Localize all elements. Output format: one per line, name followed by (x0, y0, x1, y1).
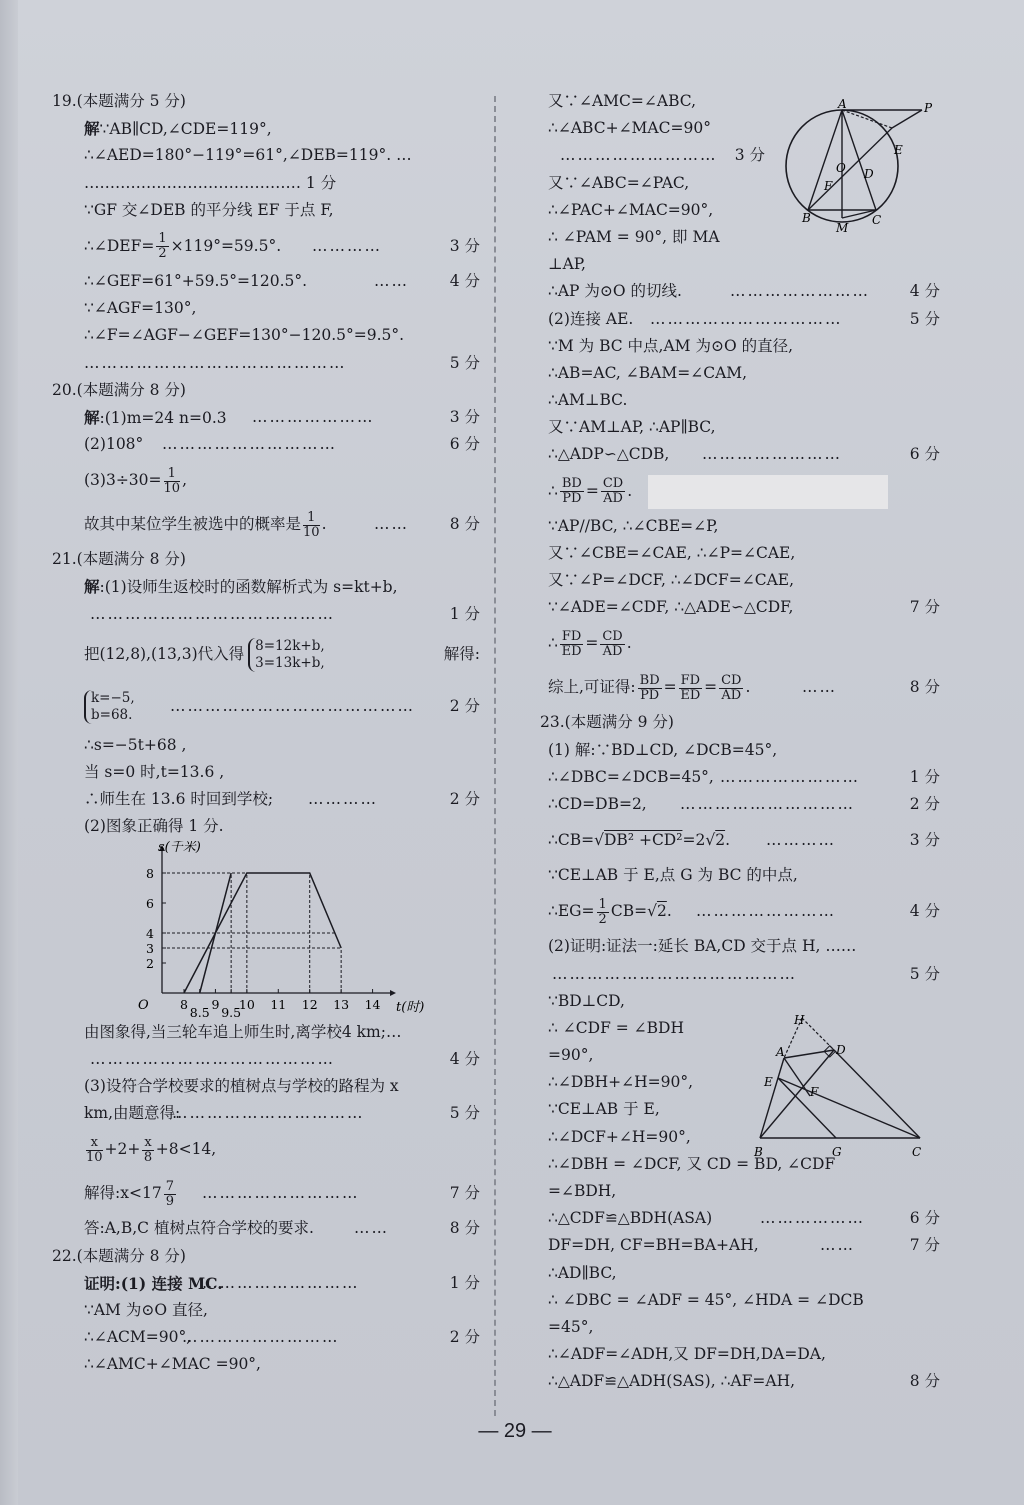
fraction: $\frac{1}{10}$ (303, 509, 320, 540)
binding-edge (0, 0, 18, 1505)
score: 1 分 (449, 604, 480, 623)
q21-line: km,由题意得: …………………………… 5 分 (52, 1100, 480, 1127)
leader-dots: …… (374, 515, 409, 534)
trapezoid-figure (748, 1008, 928, 1162)
label-m: M (836, 221, 849, 235)
q22-line: ∵AM 为⊙O 直径, (84, 1300, 208, 1319)
q19-line: ∴∠F=∠AGF−∠GEF=130°−120.5°=9.5°. (84, 326, 405, 345)
q22-line: ∴∠ABC+∠MAC=90° (548, 119, 711, 138)
segment-ab (808, 110, 842, 210)
q19-l1: ∵AB∥CD,∠CDE=119°, (99, 120, 272, 139)
fraction: $\frac{1}{10}$ (163, 465, 181, 496)
q23-line: =90°, (548, 1046, 594, 1065)
q20-line: (3)3÷30= $\frac{1}{10}$ , (84, 465, 187, 496)
leader-dots: …… (374, 271, 409, 290)
score: 4 分 (909, 902, 940, 921)
q22-line: 又∵∠P=∠DCF, ∴∠DCF=∠CAE, (548, 571, 795, 589)
q23-line: ∴∠DBC=∠DCB=45°, …………………… 1 分 (540, 764, 940, 791)
y-tick-label: 8 (146, 865, 154, 881)
q19-l4b: ×119°=59.5°. (170, 236, 282, 255)
score: 7 分 (449, 1184, 480, 1203)
q22-line: (2)连接 AE. …………………………… 5 分 (540, 306, 940, 333)
leader-dots: …………………………… (172, 1104, 365, 1123)
label-d: D (864, 167, 874, 181)
q21-title: 21.(本题满分 8 分) (52, 550, 186, 569)
score: 8 分 (449, 1219, 480, 1238)
q20-line: 解:(1)m=24 n=0.3 ………………… 3 分 (52, 404, 480, 431)
y-tick-label: 4 (146, 925, 154, 941)
x-tick-label: 8 (180, 996, 188, 1012)
q23-line: ∴△ADF≌△ADH(SAS), ∴AF=AH, 8 分 (540, 1368, 940, 1395)
y-tick-label: 2 (146, 955, 154, 971)
origin-label: O (138, 997, 149, 1013)
q19-l4a: ∴∠DEF= (84, 236, 155, 255)
q19-line: ∵∠AGF=130°, (84, 299, 197, 318)
segment-be (808, 128, 892, 210)
segment-dc (834, 1050, 920, 1138)
x-tick-label: 10 (238, 996, 255, 1012)
label-e: E (894, 143, 903, 157)
q22-line: ∴AM⊥BC. (548, 391, 628, 410)
q22-line: ∴AB=AC, ∠BAM=∠CAM, (548, 363, 748, 382)
q23-line: ∴∠DBH = ∠DCF, 又 CD = BD, ∠CDF (548, 1154, 836, 1173)
column-divider (494, 96, 496, 1416)
x-axis-arrow (390, 990, 396, 996)
q22-line: ∵∠ADE=∠CDF, ∴△ADE∽△CDF, 7 分 (540, 594, 940, 621)
circle-figure (780, 98, 940, 238)
q22-line: 又∵∠ABC=∠PAC, (548, 173, 690, 192)
y-axis-label: s(千米) (158, 840, 201, 855)
segment-pe (892, 110, 922, 128)
q21-line: 答:A,B,C 植树点符合学校的要求. …… 8 分 (52, 1215, 480, 1242)
q20-line: 故其中某位学生被选中的概率是 $\frac{1}{10}$ . …… 8 分 (52, 502, 480, 546)
q23-line: ∵CE⊥AB 于 E,点 G 为 BC 的中点, (548, 866, 798, 885)
leader-dots: …………………… (702, 445, 842, 464)
q19-line: ∴∠GEF=61°+59.5°=120.5°. …… 4 分 (52, 268, 480, 295)
x-tick-label: 8.5 (189, 1004, 210, 1019)
q22-line: 又∵∠CBE=∠CAE, ∴∠P=∠CAE, (548, 543, 796, 562)
leader-dots: …………………………………… (90, 604, 335, 623)
label-f: F (824, 179, 833, 193)
q22-line: ∴∠AMC+∠MAC =90°, (84, 1355, 261, 1374)
leader-dots: …………………………… (650, 309, 843, 328)
leader-dots: ……………………… (560, 146, 718, 165)
q22-title: 22.(本题满分 8 分) (52, 1246, 186, 1265)
label-c: C (872, 213, 882, 227)
score: 4 分 (909, 282, 940, 301)
q21-line: ∴师生在 13.6 时回到学校; ………… 2 分 (52, 786, 480, 813)
fraction-half: $\frac{1}{2}$ (158, 231, 167, 262)
q21-line: (3)设符合学校要求的植树点与学校的路程为 x (84, 1076, 399, 1095)
q21-line (52, 601, 480, 628)
equation-system: 8=12k+b, 3=13k+b, (248, 638, 325, 672)
score: 2 分 (909, 794, 940, 813)
q23-line: =45°, (548, 1317, 594, 1336)
x-tick-label: 9 (211, 996, 220, 1012)
score: 5 分 (909, 964, 940, 983)
q22-line: ∴∠PAC+∠MAC=90°, (548, 200, 714, 219)
score: 3 分 (909, 831, 940, 850)
q21-line: 解:(1)设师生返校时的函数解析式为 s=kt+b, (84, 577, 398, 597)
q23-line: ∴∠ADF=∠ADH,又 DF=DH,DA=DA, (548, 1345, 826, 1364)
distance-time-chart (52, 841, 480, 1019)
leader-dots: …………………………………… (170, 696, 415, 715)
leader-dots: …… (802, 678, 837, 697)
q22-line: ∴AP 为⊙O 的切线. …………………… 4 分 (540, 278, 940, 305)
score: 8 分 (909, 678, 940, 697)
q21-line: ∴s=−5t+68 , (84, 735, 187, 754)
right-column (540, 88, 940, 1396)
q23-line (540, 961, 940, 988)
leader-dots: ………… (766, 831, 836, 850)
q23-line: ∴∠DBH+∠H=90°, (548, 1073, 694, 1092)
label-d: D (836, 1043, 846, 1057)
score: 7 分 (909, 1236, 940, 1255)
chart-container (52, 841, 480, 1019)
q23-line: ∴△CDF≌△BDH(ASA) ……………… 6 分 (540, 1205, 940, 1232)
q22-line: ∴ $\frac{FD}{ED}$ = $\frac{CD}{AD}$ . (548, 628, 632, 659)
label-a: A (838, 98, 847, 111)
score: 8 分 (909, 1372, 940, 1391)
leader-dots: ………………………… (162, 435, 337, 454)
q19-line: …………………………………… 1 分 (84, 173, 337, 192)
redaction-box (648, 475, 888, 509)
segment-ae (842, 110, 892, 128)
x-tick-label: 13 (333, 996, 350, 1012)
q21-line: 把(12,8),(13,3)代入得 8=12k+b, 3=13k+b, 解得: (84, 637, 480, 671)
label-h: H (794, 1013, 805, 1027)
q20-title: 20.(本题满分 8 分) (52, 380, 186, 399)
page-number: — 29 — (478, 1420, 552, 1442)
score: 8 分 (449, 515, 480, 534)
score: 1 分 (909, 767, 940, 786)
fraction: $\frac{x}{10}$ (86, 1134, 103, 1165)
segment-ce (778, 1078, 920, 1138)
label-b: B (802, 211, 811, 225)
score: 6 分 (909, 445, 940, 464)
q22-line: ∴ ∠PAM = 90°, 即 MA (548, 227, 720, 246)
label-a: A (776, 1045, 785, 1059)
q22-line: ∴ $\frac{BD}{PD}$ = $\frac{CD}{AD}$ . (540, 469, 940, 513)
y-tick-label: 3 (146, 940, 154, 956)
leader-dots: ……………… (760, 1209, 865, 1228)
label-c: C (912, 1145, 922, 1159)
q22-line: 综上,可证得: $\frac{BD}{PD}$ = $\frac{FD}{ED}$ = $\frac{CD}{AD}$ . …… 8 分 (540, 665, 940, 709)
q19-line: ∴∠AED=180°−119°=61°,∠DEB=119°. … (84, 146, 412, 165)
leader-dots: …………………………………… (90, 1049, 335, 1068)
q22-line: ∴∠ACM=90°, ……………………… 2 分 (52, 1324, 480, 1351)
x-tick-label: 11 (270, 996, 287, 1012)
leader-dots: ………………… (252, 407, 375, 426)
label-f: F (810, 1085, 819, 1099)
leader-dots: …………………… (720, 767, 860, 786)
q21-line: $\frac{x}{10}$ +2+ $\frac{x}{8}$ +8<14, (86, 1134, 217, 1165)
segment-hd (802, 1018, 834, 1050)
q19-line (52, 350, 480, 377)
score: 3 分 (734, 146, 765, 165)
score: 4 分 (449, 271, 480, 290)
score: 5 分 (909, 309, 940, 328)
score: 6 分 (909, 1209, 940, 1228)
segment-af (784, 1058, 810, 1096)
q22-line: 证明:(1) 连接 MC. ……………………… 1 分 (52, 1270, 480, 1297)
q21-line: 解得:x<17 $\frac{7}{9}$ ……………………… 7 分 (52, 1171, 480, 1215)
leader-dots: ………………………… (680, 794, 855, 813)
leader-dots: ……………………… (202, 1184, 360, 1203)
q19-line: 解∵AB∥CD,∠CDE=119°, (84, 119, 272, 139)
q22-line: ∵AP//BC, ∴∠CBE=∠P, (548, 516, 719, 535)
q21-line: 当 s=0 时,t=13.6 , (84, 763, 225, 781)
q22-line: ⊥AP, (548, 255, 586, 274)
q20-line: (2)108° ………………………… 6 分 (52, 431, 480, 458)
leader-dots: ………… (312, 236, 382, 255)
q23-line: ∴ ∠DBC = ∠ADF = 45°, ∠HDA = ∠DCB (548, 1290, 864, 1309)
q23-line: (1) 解:∵BD⊥CD, ∠DCB=45°, (548, 740, 778, 759)
label-g: G (832, 1145, 842, 1159)
leader-dots: …… (354, 1219, 389, 1238)
score: 7 分 (909, 598, 940, 617)
score: 6 分 (449, 435, 480, 454)
score: 5 分 (449, 1104, 480, 1123)
q23-line: ∴ ∠CDF = ∠BDH (548, 1018, 684, 1037)
segment-ab (760, 1058, 784, 1138)
score: 1 分 (449, 1273, 480, 1292)
left-column (52, 88, 480, 1378)
q23-line: ∴∠DCF+∠H=90°, (548, 1127, 691, 1146)
score: 2 分 (449, 1328, 480, 1347)
q23-line: ∴EG= $\frac{1}{2}$ CB=√2. …………………… 4 分 (540, 889, 940, 933)
y-tick-label: 6 (146, 895, 154, 911)
score: 4 分 (449, 1049, 480, 1068)
q23-line: (2)证明:证法一:延长 BA,CD 交于点 H, …… (548, 937, 857, 956)
leader-dots: ……………………… (202, 1273, 360, 1292)
segment-eg (778, 1078, 836, 1138)
label-e: E (764, 1075, 773, 1089)
x-axis-label: t(时) (396, 999, 425, 1015)
leader-dots: …………………… (696, 902, 836, 921)
score: 3 分 (449, 407, 480, 426)
q23-line: ∴CB=√DB² +CD²=2√2. ………… 3 分 (540, 818, 940, 862)
fraction: $\frac{7}{9}$ (165, 1178, 174, 1209)
leader-dots: ……………………… (182, 1328, 340, 1347)
leader-dots: ………… (308, 790, 378, 809)
label-p: P (924, 101, 933, 115)
q23-line: ∵CE⊥AB 于 E, (548, 1100, 660, 1119)
q21-line: 由图象得,当三轮车追上师生时,离学校4 km;… (84, 1022, 402, 1041)
q23-title: 23.(本题满分 9 分) (540, 713, 674, 732)
leader-dots: …………………………………… (552, 964, 797, 983)
score: 5 分 (449, 353, 480, 372)
label-o: O (836, 161, 846, 175)
score: 2 分 (449, 790, 480, 809)
leader-dots: …………………… (730, 282, 870, 301)
q19-line (52, 224, 480, 268)
q19-line: ∵GF 交∠DEB 的平分线 EF 于点 F, (84, 200, 334, 219)
q22-line: ∴△ADP∽△CDB, …………………… 6 分 (540, 441, 940, 468)
fraction: $\frac{x}{8}$ (143, 1134, 153, 1165)
q23-line: ∵BD⊥CD, (548, 991, 625, 1010)
solution-system: k=−5, b=68. (84, 690, 135, 724)
x-tick-label: 12 (301, 996, 318, 1012)
score: 2 分 (449, 696, 480, 715)
label-b: B (754, 1145, 763, 1159)
leader-dots: ……………………………………… (84, 353, 347, 372)
q23-line: ∴CD=DB=2, ………………………… 2 分 (540, 791, 940, 818)
q19-title: 19.(本题满分 5 分) (52, 92, 186, 110)
x-tick-label: 14 (364, 996, 381, 1012)
q22-line: 又∵AM⊥AP, ∴AP∥BC, (548, 418, 716, 437)
q21-line (52, 1046, 480, 1073)
leader-dots: …… (820, 1236, 855, 1255)
q23-line: ∴AD∥BC, (548, 1263, 617, 1282)
q23-line: =∠BDH, (548, 1182, 617, 1200)
q22-line: ∵M 为 BC 中点,AM 为⊙O 的直径, (548, 336, 794, 355)
x-tick-label: 9.5 (221, 1004, 242, 1019)
q21-line: (2)图象正确得 1 分. (84, 817, 224, 836)
q21-line (52, 680, 480, 732)
score: 3 分 (449, 236, 480, 255)
q23-line: DF=DH, CF=BH=BA+AH, …… 7 分 (540, 1232, 940, 1259)
q22-line: 又∵∠AMC=∠ABC, (548, 92, 696, 110)
